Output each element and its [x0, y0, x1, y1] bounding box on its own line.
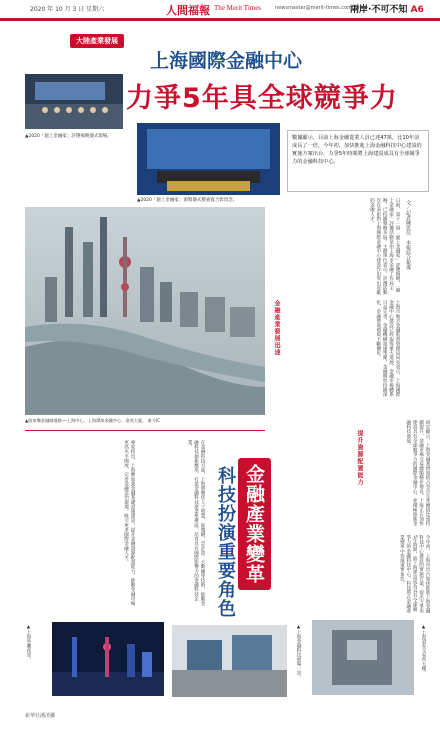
section-title: 兩岸·不可不知 A6: [350, 5, 424, 15]
masthead: [0, 0, 440, 21]
photo-bund-night: [52, 622, 164, 696]
contact-email: newsmaster@merit-times.com.tw: [275, 5, 360, 11]
body-column-f: 今年初，上海市出台加快推進上海金融科技中心建設的實施方案，提出力爭用5年時間，將上海建設成為具有全球競爭力的金融科技中心，科技將在金融產業變革中扮演重要角色。: [399, 535, 430, 614]
newspaper-logo-english: The Merit Times: [214, 4, 262, 12]
feature-title-red: 金融產業變革: [238, 458, 271, 590]
category-tag: 大陸產業發展: [70, 34, 124, 48]
subhead-finance-growth: 金融產業發展迅速: [273, 300, 280, 356]
caption-bund-night: ▲上海外灘夜景。: [26, 625, 31, 662]
headline-sub: 力爭5年具全球競爭力: [126, 83, 398, 114]
caption-group-photo: ▲2020「滬上金融家」頒獎儀式暨嘉賓合影留念。: [137, 198, 238, 203]
photo-stock-exchange: [312, 620, 414, 695]
caption-fintech-expo: ▲上海金融科技展場一景。: [296, 625, 301, 680]
body-column-a: 日前，第十一屆「滬上金融家」評選揭曉，「滬上金融家」評選活動是由上海市金融工作局主辦，已持續舉辦多屆。主辦單位表示，評選活動旨在表彰對上海國際金融中心建設作出突出貢獻的金融人才。: [369, 198, 400, 295]
photo-group-photo: [137, 123, 280, 195]
headline-main: 上海國際金融中心: [150, 50, 303, 72]
feature-title-blue: 科技扮演重要角色: [215, 466, 236, 618]
caption-award-ceremony: ▲2020「滬上金融家」評選揭曉儀式現場。: [25, 134, 112, 139]
issue-date: 2020 年 10 月 3 日 星期六: [30, 6, 105, 13]
caption-stock-exchange: ▲上海證券交易所大樓。: [421, 625, 426, 675]
article-byline: 文／記者陳思佳．本報綜合報導: [405, 200, 411, 270]
photo-fintech-expo: [172, 625, 287, 697]
body-column-b: 上海市地方金融監督管理局局長表示，上海國際金融中心建設已經取得重大進展，金融市場體系日益完善，金融機構加速集聚，金融開放持續深化，金融營商環境不斷優化。: [375, 300, 400, 397]
divider: [25, 430, 265, 431]
photo-award-ceremony: [25, 74, 123, 129]
subhead-resource-allocation: 提升資源配置能力: [356, 430, 363, 486]
caption-lujiazui: ▲陸家嘴金融城地標──上海中心、上海環球金融中心、金茂大廈。 東方IC: [25, 418, 161, 423]
photo-credit: 新華社潘清攝: [25, 713, 56, 719]
body-column-e: 在金融科技方面，上海將聚焦人工智慧、區塊鏈、雲計算、大數據等技術，推動金融科技創新應用，打造金融科技產業集聚區，培育具有國際影響力的金融科技企業。: [187, 440, 205, 606]
newspaper-logo: 人間福報: [166, 4, 210, 17]
photo-lujiazui-skyline: [25, 207, 265, 415]
summary-box: 數據顯示，目前上海金融從業人員已達47萬，比10年前成長了一倍，今年初，加快推進上海金融科技中心建設的實施方案出台，力爭5年時間將上海建設成具有全球競爭力的金融科技中心。: [287, 130, 429, 192]
body-column-d: 專家指出，上海應加強金融基礎設施建設，提升金融資源配置能力，推動金融市場更高水平開放，完善金融法治環境，吸引更多國際金融人才。: [123, 440, 135, 606]
body-column-c: 研究顯示，上海金融業增加值占全市生產總值比重持續提升，金融市場交易總額穩步增長。上海正在加快建設具有全球競爭力的國際金融中心，並積極推進金融科技發展。: [405, 420, 430, 526]
